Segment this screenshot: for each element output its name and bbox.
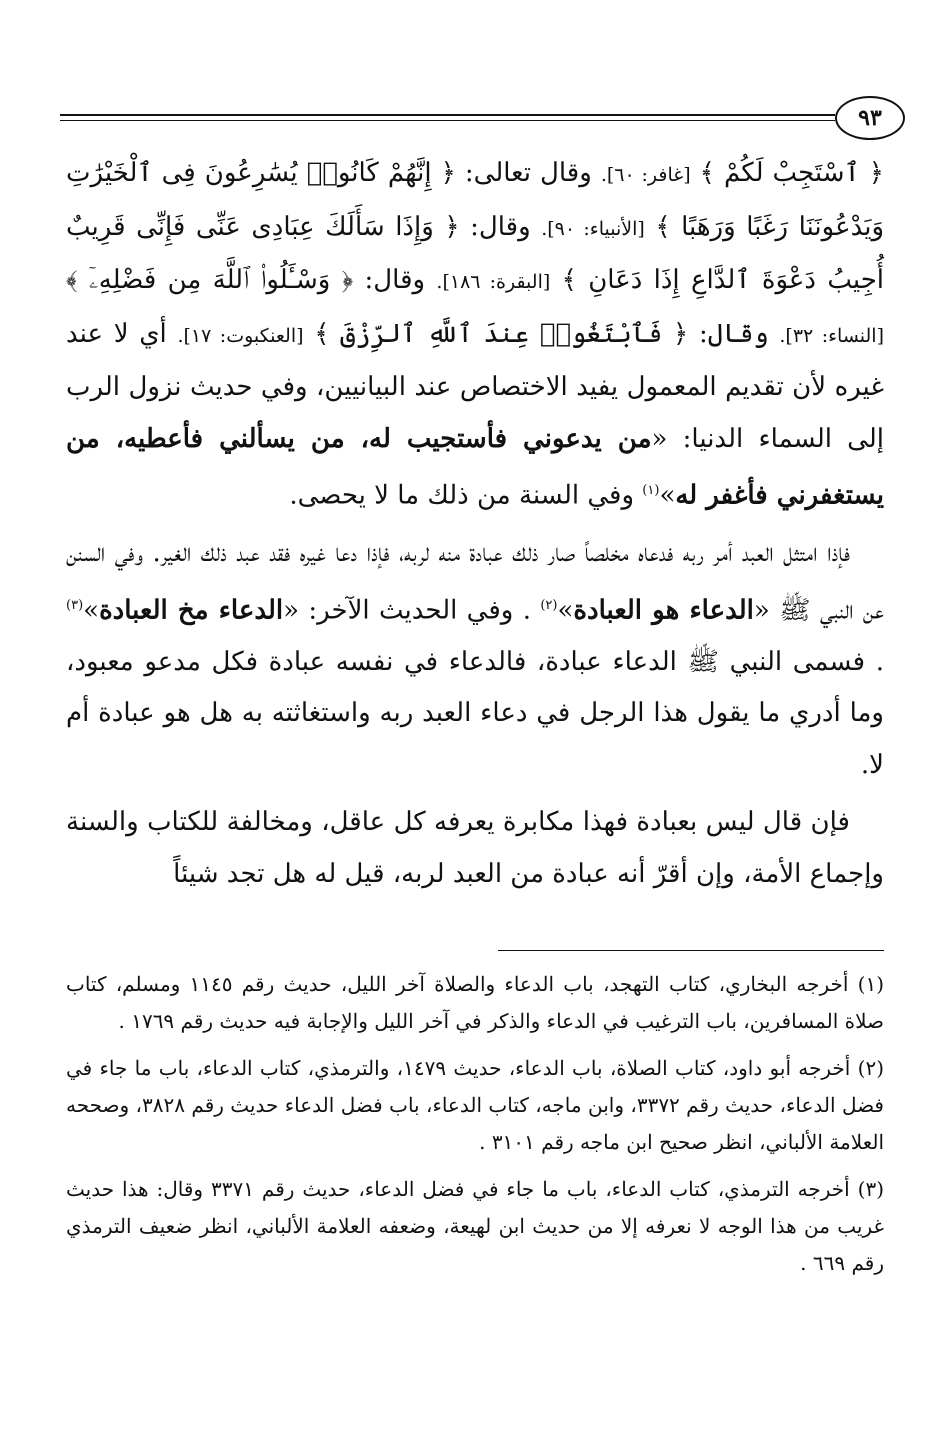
- verse-reference: [النساء: ٣٢].: [779, 324, 884, 347]
- verse-reference: [غافر: ٦٠].: [600, 164, 691, 186]
- text-run: »: [659, 480, 676, 511]
- header-rule: [60, 114, 835, 116]
- header-rule-thin: [60, 120, 835, 121]
- hadith-quote: الدعاء مخ العبادة: [99, 595, 284, 626]
- paragraph-1: [66, 148, 884, 522]
- page-header: [60, 96, 905, 140]
- verse-reference: [الأنبياء: ٩٠].: [541, 217, 645, 240]
- text-run: »: [557, 595, 574, 626]
- quran-verse: ﴿ وَسْـَٔلُوا۟ ٱللَّهَ مِن فَضْلِهِۦٓ ﴾: [66, 265, 354, 295]
- footnote-marker-1[interactable]: (١): [642, 483, 660, 498]
- hadith-quote: من يدعوني فأستجيب له، من يسألني فأعطيه، من يستغفرني فأغفر له: [66, 423, 884, 511]
- quran-verse: ﴿ وَإِذَا سَأَلَكَ عِبَادِى عَنِّى فَإِنِّى قَرِيبٌ أُجِيبُ دَعْوَةَ ٱلدَّاعِ إِذَا دَعَانِ ﴾: [66, 211, 885, 295]
- verse-reference: [العنكبوت: ١٧].: [177, 324, 304, 347]
- text-run: . فسمى النبي ﷺ الدعاء عبادة، فالدعاء في نفسه عبادة فكل مدعو معبود، وما أدري ما يقول هذا الرجل في دعاء العبد ربه واستغاثته به هل هو عبادة أم لا.: [66, 646, 884, 780]
- paragraph-3: فإن قال ليس بعبادة فهذا مكابرة يعرفه كل عاقل، ومخالفة للكتاب والسنة وإجماع الأمة، وإن أقرّ أنه عبادة من العبد لربه، قيل له هل تجد شيئاً: [66, 807, 884, 889]
- text-run: وفي السنة من ذلك ما لا يحصى.: [289, 480, 635, 511]
- text-run: فإذا امتثل العبد أمر ربه فدعاه مخلصاً صار ذلك عبادة منه لربه، فإذا دعا غيره فقد عبد ذلك الغير. وفي السنن عن النبي ﷺ «: [66, 538, 884, 626]
- text-run: أي لا عند غيره لأن تقديم المعمول يفيد الاختصاص عند البيانيين، وفي حديث نزول الرب إلى السماء الدنيا: «: [66, 318, 885, 454]
- text-run: وقال:: [459, 211, 531, 242]
- text-run: وقال:: [353, 265, 426, 295]
- body-text: [66, 148, 884, 900]
- quran-verse: ﴿ فَٱبْتَغُوا۟ عِندَ ٱللَّهِ ٱلرِّزْقَ ﴾: [314, 318, 689, 349]
- footnotes: [66, 966, 884, 1292]
- footnote-separator: [498, 950, 884, 951]
- footnote-marker-3[interactable]: (٣): [66, 597, 84, 613]
- text-run: »: [83, 595, 100, 626]
- text-run: وقال تعالى:: [455, 158, 592, 188]
- text-run: وقال:: [688, 318, 769, 349]
- footnote-2: (٢) أخرجه أبو داود، كتاب الصلاة، باب الدعاء، حديث ١٤٧٩، والترمذي، كتاب الدعاء، باب ما جاء في فضل الدعاء، حديث رقم ٣٣٧٢، وابن ماجه، كتاب الدعاء، باب فضل الدعاء حديث رقم ٣٨٢٨، وصححه العلامة الألباني، انظر صحيح ابن ماجه رقم ٣١٠١ .: [66, 1056, 884, 1154]
- hadith-quote: الدعاء هو العبادة: [573, 595, 754, 626]
- paragraph-2: [66, 528, 884, 791]
- footnote-marker-2[interactable]: (٢): [540, 597, 558, 613]
- page-number: ٩٣: [835, 96, 905, 140]
- text-run: . وفي الحديث الآخر: «: [283, 595, 531, 626]
- footnote-3: (٣) أخرجه الترمذي، كتاب الدعاء، باب ما جاء في فضل الدعاء، حديث رقم ٣٣٧١ وقال: هذا حديث غريب من هذا الوجه لا نعرفه إلا من حديث ابن لهيعة، وضعفه العلامة الألباني، انظر ضعيف الترمذي رقم ٦٦٩ .: [66, 1177, 884, 1275]
- quran-verse: ﴿ ٱسْتَجِبْ لَكُمْ ﴾: [699, 158, 885, 188]
- quran-verse: ﴿ إِنَّهُمْ كَانُوا۟ يُسَٰرِعُونَ فِى ٱلْخَيْرَٰتِ وَيَدْعُونَنَا رَغَبًا وَرَهَبًا ﴾: [66, 158, 885, 242]
- footnote-1: (١) أخرجه البخاري، كتاب التهجد، باب الدعاء والصلاة آخر الليل، حديث رقم ١١٤٥ ومسلم، كتاب صلاة المسافرين، باب الترغيب في الدعاء والذكر في آخر الليل والإجابة فيه حديث رقم ١٧٦٩ .: [66, 972, 884, 1033]
- verse-reference: [البقرة: ١٨٦].: [436, 271, 551, 293]
